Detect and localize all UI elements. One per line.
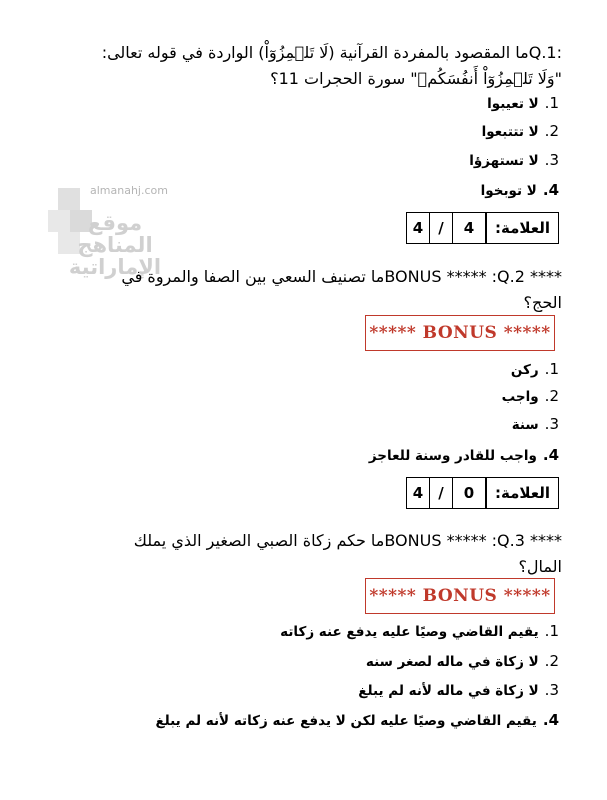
question-2-text bbox=[42, 264, 562, 316]
question-3-option-3[interactable] bbox=[358, 681, 559, 699]
grade-label: العلامة: bbox=[485, 478, 558, 508]
grade-total: 4 bbox=[407, 213, 430, 243]
question-3-line-2: المال؟ bbox=[518, 557, 562, 576]
grade-separator: / bbox=[438, 484, 444, 502]
option-text: يقيم القاضي وصيًا عليه لكن لا يدفع عنه زكاته لأنه لم يبلغ bbox=[155, 713, 537, 729]
option-number: 3. bbox=[544, 681, 559, 699]
grade-value: 0 bbox=[452, 478, 485, 508]
option-number: 1. bbox=[544, 94, 559, 112]
option-number: 3. bbox=[544, 415, 559, 433]
watermark-url: almanahj.com bbox=[90, 184, 168, 197]
question-1-grade bbox=[406, 212, 559, 244]
option-number: 2. bbox=[544, 122, 559, 140]
question-2-option-3[interactable] bbox=[512, 415, 559, 433]
question-2-option-1[interactable] bbox=[511, 360, 559, 378]
option-text: لا توبخوا bbox=[480, 183, 537, 199]
option-text: واجب bbox=[501, 389, 539, 405]
question-3-option-1[interactable] bbox=[280, 622, 559, 640]
question-3-text bbox=[42, 528, 562, 580]
question-3-bonus-badge: ***** BONUS ***** bbox=[365, 578, 555, 614]
question-1-option-2[interactable] bbox=[482, 122, 559, 140]
question-1-line-1: :Q.1ما المقصود بالمفردة القرآنية (لَا تَلۡمِزُوٓاْ) الواردة في قوله تعالى: bbox=[101, 43, 562, 62]
option-text: لا تستهزؤا bbox=[469, 153, 539, 169]
question-3-option-4[interactable] bbox=[155, 711, 559, 729]
option-number: 1. bbox=[544, 622, 559, 640]
option-text: يقيم القاضي وصيًا عليه يدفع عنه زكاته bbox=[280, 624, 539, 640]
question-2-line-2: الحج؟ bbox=[523, 293, 562, 312]
option-text: واجب للقادر وسنة للعاجز bbox=[368, 448, 537, 464]
question-3-option-2[interactable] bbox=[366, 652, 559, 670]
option-number: 4. bbox=[542, 446, 559, 464]
option-text: ركن bbox=[510, 362, 539, 378]
option-number: 4. bbox=[542, 711, 559, 729]
question-3-line-1: **** BONUS ***** :Q.3ما حكم زكاة الصبي الصغير الذي يملك bbox=[133, 531, 562, 550]
grade-label: العلامة: bbox=[485, 213, 558, 243]
question-1-option-3[interactable] bbox=[469, 151, 559, 169]
option-text: لا تتتبعوا bbox=[481, 124, 539, 140]
option-number: 4. bbox=[542, 181, 559, 199]
option-number: 3. bbox=[544, 151, 559, 169]
question-1-option-1[interactable] bbox=[487, 94, 559, 112]
question-2-line-1: **** BONUS ***** :Q.2ما تصنيف السعي بين الصفا والمروة في bbox=[121, 267, 562, 286]
question-2-option-2[interactable] bbox=[502, 387, 559, 405]
question-2-grade bbox=[406, 477, 559, 509]
watermark-name: موقع المناهج الإماراتية bbox=[68, 211, 162, 279]
option-number: 2. bbox=[544, 387, 559, 405]
option-text: سنة bbox=[511, 417, 539, 433]
question-1-text bbox=[42, 40, 562, 92]
question-1-option-4[interactable] bbox=[481, 181, 559, 199]
option-text: لا زكاة في ماله لصغر سنه bbox=[365, 654, 539, 670]
option-text: لا تعيبوا bbox=[487, 96, 539, 112]
question-2-option-4[interactable] bbox=[369, 446, 559, 464]
grade-separator: / bbox=[438, 219, 444, 237]
grade-total: 4 bbox=[407, 478, 430, 508]
grade-value: 4 bbox=[452, 213, 485, 243]
question-2-bonus-badge: ***** BONUS ***** bbox=[365, 315, 555, 351]
question-1-line-2: "وَلَا تَلۡمِزُوٓاْ أَنفُسَكُمۡ" سورة الحجرات 11؟ bbox=[270, 69, 562, 88]
option-text: لا زكاة في ماله لأنه لم يبلغ bbox=[358, 683, 539, 699]
option-number: 1. bbox=[544, 360, 559, 378]
option-number: 2. bbox=[544, 652, 559, 670]
